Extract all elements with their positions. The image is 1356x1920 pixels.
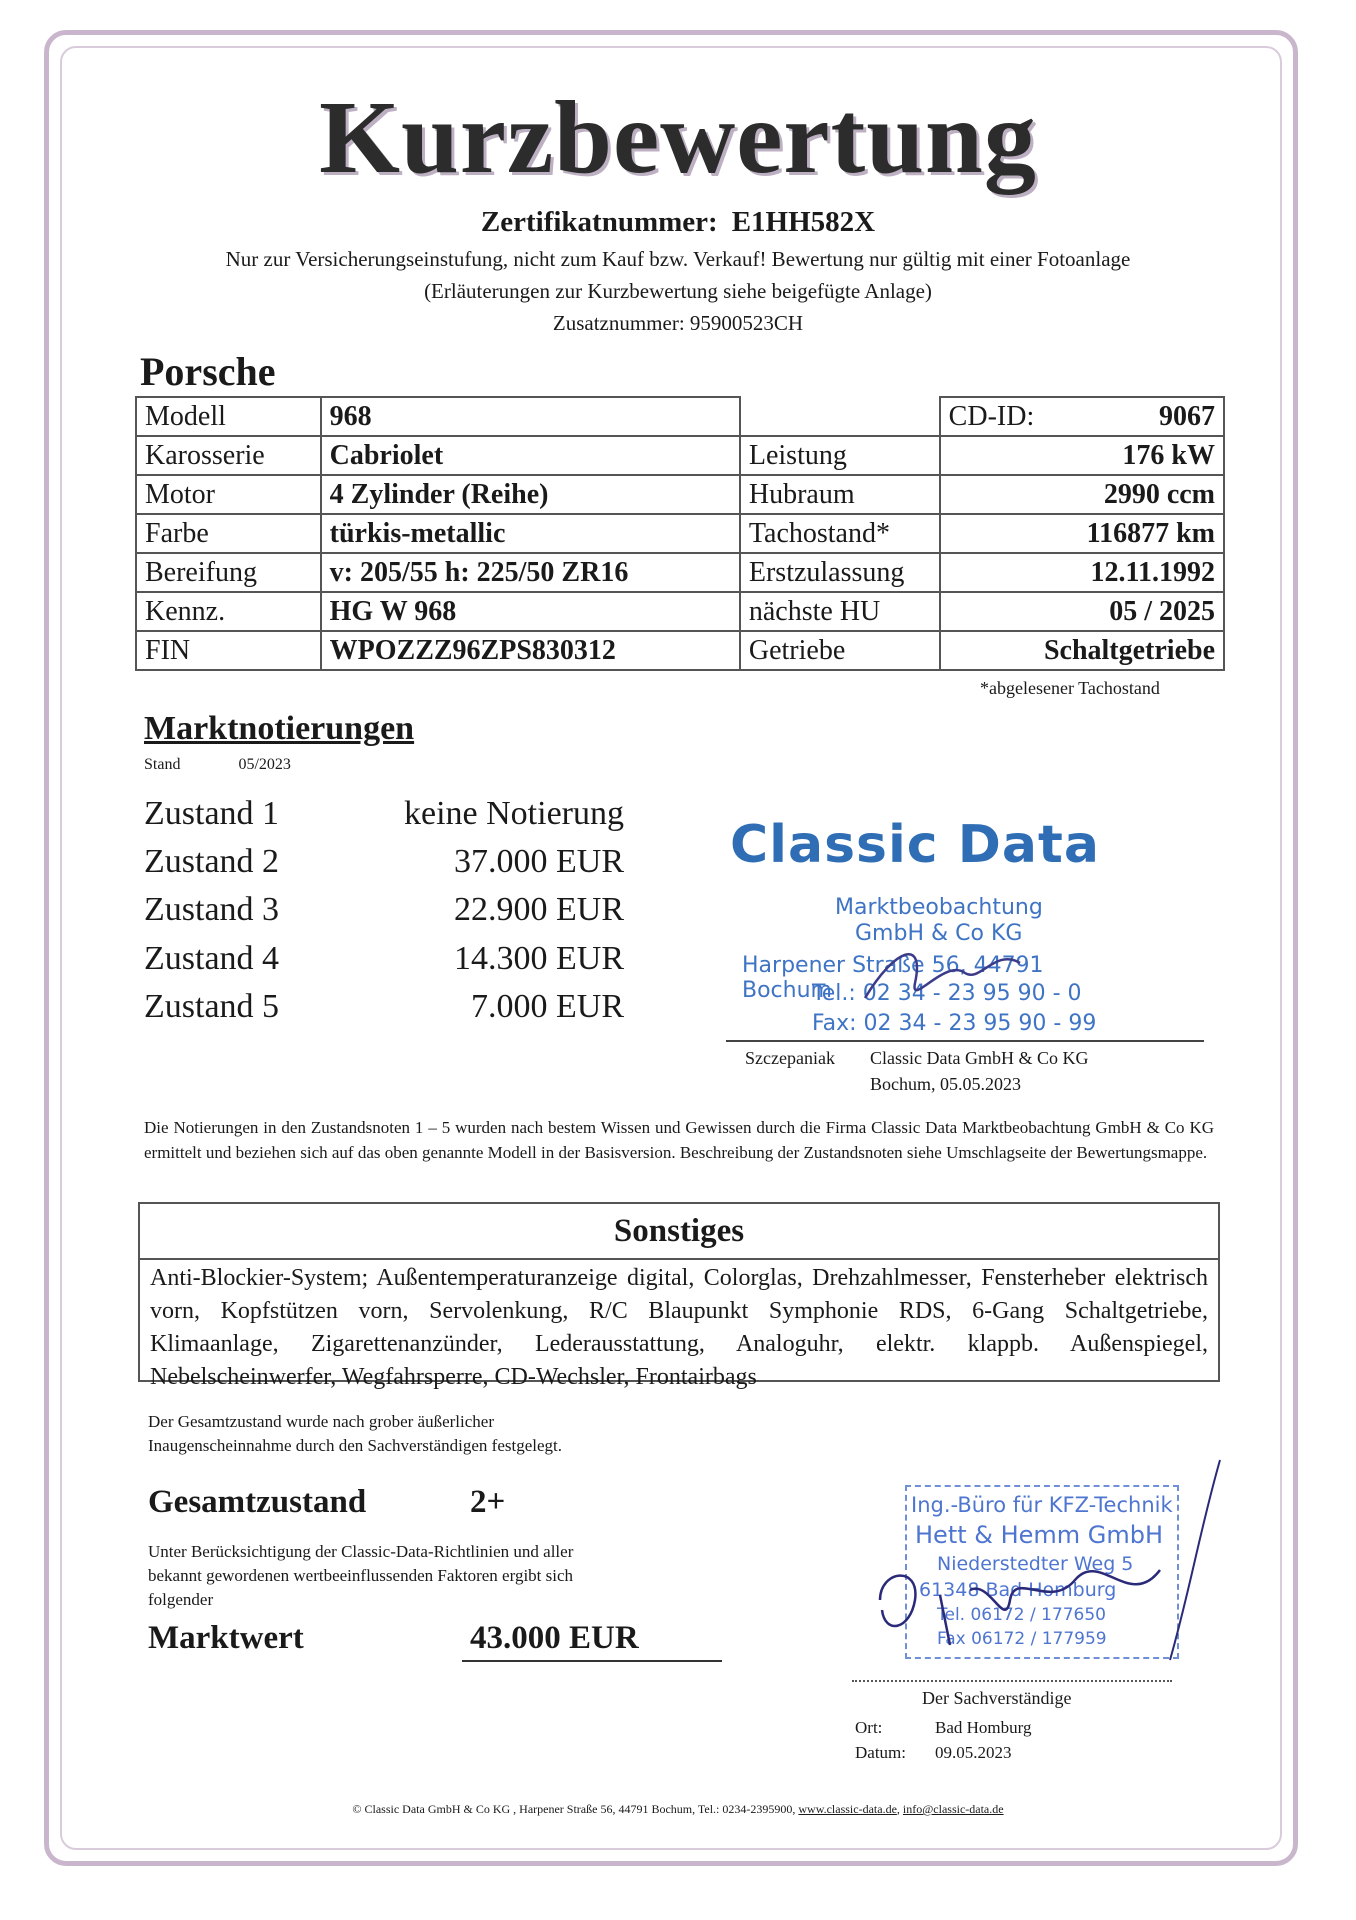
footer-text: © Classic Data GmbH & Co KG , Harpener Straße 56, 44791 Bochum, Tel.: 0234-2395900, [352,1802,799,1816]
certificate-number [0,206,1356,239]
footer [0,1802,1356,1817]
sonstiges-title: Sonstiges [140,1204,1218,1260]
marktwert-underline [462,1660,722,1662]
condition-label: Zustand 3 [144,891,280,928]
spec-row [136,631,1224,670]
classic-data-signature [855,928,1035,1018]
expert-signature-line [852,1680,1172,1682]
signature-line [726,1040,1204,1042]
condition-value: 14.300 EUR [454,940,624,977]
gesamtzustand-value: 2+ [470,1484,506,1520]
document-title: Kurzbewertung [319,80,1037,195]
spec-value: v: 205/55 h: 225/50 ZR16 [321,553,740,592]
spec-label: CD-ID: [948,400,1035,432]
spec-value: 968 [321,397,740,436]
spec-value: 12.11.1992 [940,553,1224,592]
signer-company: Classic Data GmbH & Co KG [870,1048,1089,1068]
gesamtzustand-label: Gesamtzustand [148,1484,367,1520]
stamp-line: Ing.-Büro für KFZ-Technik [911,1493,1173,1517]
marktwert-note: Unter Berücksichtigung der Classic-Data-Richtlinien und aller bekannt gewordenen wertbeeinflussenden Faktoren ergibt sich folgender [148,1542,574,1609]
spec-value: Cabriolet [321,436,740,475]
stamp-line: 61348 Bad Homburg [919,1579,1117,1601]
market-heading: Marktnotierungen [144,710,415,747]
spec-label: Kennz. [136,592,321,631]
signer-name: Szczepaniak [745,1048,835,1068]
datum-label: Datum: [855,1743,906,1762]
marktwert-value: 43.000 EUR [470,1620,639,1656]
stand-value: 05/2023 [238,756,291,773]
footer-website-link[interactable]: www.classic-data.de [798,1802,897,1816]
ort-label: Ort: [855,1718,883,1737]
stamp-line: Niederstedter Weg 5 [937,1553,1134,1575]
condition-value: 22.900 EUR [454,891,624,928]
signer-place-date: Bochum, 05.05.2023 [870,1074,1021,1094]
spec-value: 116877 km [940,514,1224,553]
marktwert-label: Marktwert [148,1620,304,1656]
stamp-line: Hett & Hemm GmbH [915,1521,1164,1549]
vehicle-spec-table [135,396,1225,671]
spec-value: 176 kW [940,436,1224,475]
expert-label: Der Sachverständige [922,1688,1072,1708]
sonstiges-box [138,1202,1220,1390]
spec-label: nächste HU [740,592,940,631]
condition-label: Zustand 2 [144,843,280,880]
spec-value: 4 Zylinder (Reihe) [321,475,740,514]
stamp-line: Marktbeobachtung [835,895,1043,920]
sonstiges-text: Anti-Blockier-System; Außentemperaturanzeige digital, Colorglas, Drehzahlmesser, Fensterheber elektrisch vorn, Kopfstützen vorn, Servolenkung, R/C Blaupunkt Symphonie RDS, 6-Gang Schaltgetriebe, Klimaanlage, Zigarettenanzünder, Lederausstattung, Analoguhr, elektr. klappb. Außenspiegel, Nebelscheinwerfer, Wegfahrsperre, CD-Wechsler, Frontairbags [150,1265,1208,1390]
spec-row [136,514,1224,553]
spec-label: Motor [136,475,321,514]
condition-value: 37.000 EUR [454,843,624,880]
datum-value: 09.05.2023 [935,1743,1012,1762]
spec-label: Farbe [136,514,321,553]
spec-label: Erstzulassung [740,553,940,592]
stamp-line: Tel. 06172 / 177650 [937,1605,1106,1625]
spec-value: 05 / 2025 [940,592,1224,631]
additional-label: Zusatznummer: [552,311,685,335]
certificate-value: E1HH582X [731,206,876,238]
spec-row [136,397,1224,436]
condition-value: keine Notierung [404,795,624,832]
spec-row [136,475,1224,514]
notice-line-2: (Erläuterungen zur Kurzbewertung siehe beigefügte Anlage) [424,279,932,303]
spec-value: WPOZZZ96ZPS830312 [321,631,740,670]
vehicle-brand: Porsche [140,349,276,394]
footer-email-link[interactable]: info@classic-data.de [902,1802,1004,1816]
spec-label: Modell [136,397,321,436]
spec-label: FIN [136,631,321,670]
spec-label: Leistung [740,436,940,475]
condition-value: 7.000 EUR [471,988,624,1025]
condition-label: Zustand 4 [144,940,280,977]
stamp-line: Harpener Straße 56, 44791 Bochum [742,953,1044,1003]
spec-value: HG W 968 [321,592,740,631]
footer-separator: , [896,1802,903,1816]
spec-label: Bereifung [136,553,321,592]
stand-label: Stand [144,756,181,773]
disclaimer-text: Die Notierungen in den Zustandsnoten 1 – 5 wurden nach bestem Wissen und Gewissen durch die Firma Classic Data Marktbeobachtung GmbH & Co KG ermittelt und beziehen sich auf das oben genannte Modell in der Basisversion. Beschreibung der Zustandsnoten siehe Umschlagseite der Bewertungsmappe. [144,1118,1214,1162]
ort-value: Bad Homburg [935,1718,1032,1737]
stamp-line: GmbH & Co KG [855,921,1023,946]
spec-value: 9067 [1159,400,1215,432]
spec-label: Getriebe [740,631,940,670]
spec-row [136,592,1224,631]
engineer-signature [860,1450,1240,1680]
certificate-label: Zertifikatnummer: [480,206,718,238]
tacho-footnote: *abgelesener Tachostand [980,678,1160,698]
stamp-line: Fax 06172 / 177959 [937,1629,1107,1649]
additional-value: 95900523CH [689,311,804,335]
spec-row [136,436,1224,475]
stamp-line: Fax: 02 34 - 23 95 90 - 99 [812,1011,1097,1036]
spec-value: 2990 ccm [940,475,1224,514]
gesamtzustand-note: Der Gesamtzustand wurde nach grober äußerlicher Inaugenscheinnahme durch den Sachverständigen festgelegt. [148,1412,562,1455]
condition-label: Zustand 1 [144,795,280,832]
spec-label: Tachostand* [740,514,940,553]
condition-label: Zustand 5 [144,988,280,1025]
spec-cdid [940,397,1224,436]
stamp-line: Tel.: 02 34 - 23 95 90 - 0 [812,981,1082,1006]
spec-value: Schaltgetriebe [940,631,1224,670]
spec-label: Karosserie [136,436,321,475]
spec-value: türkis-metallic [321,514,740,553]
spec-label: Hubraum [740,475,940,514]
additional-number [0,311,1356,336]
notice-line-1: Nur zur Versicherungseinstufung, nicht zum Kauf bzw. Verkauf! Bewertung nur gültig mit einer Fotoanlage [225,247,1131,271]
market-stand [144,756,291,774]
spec-empty [740,397,940,436]
stamp-title: Classic Data [730,815,1100,875]
spec-row [136,553,1224,592]
